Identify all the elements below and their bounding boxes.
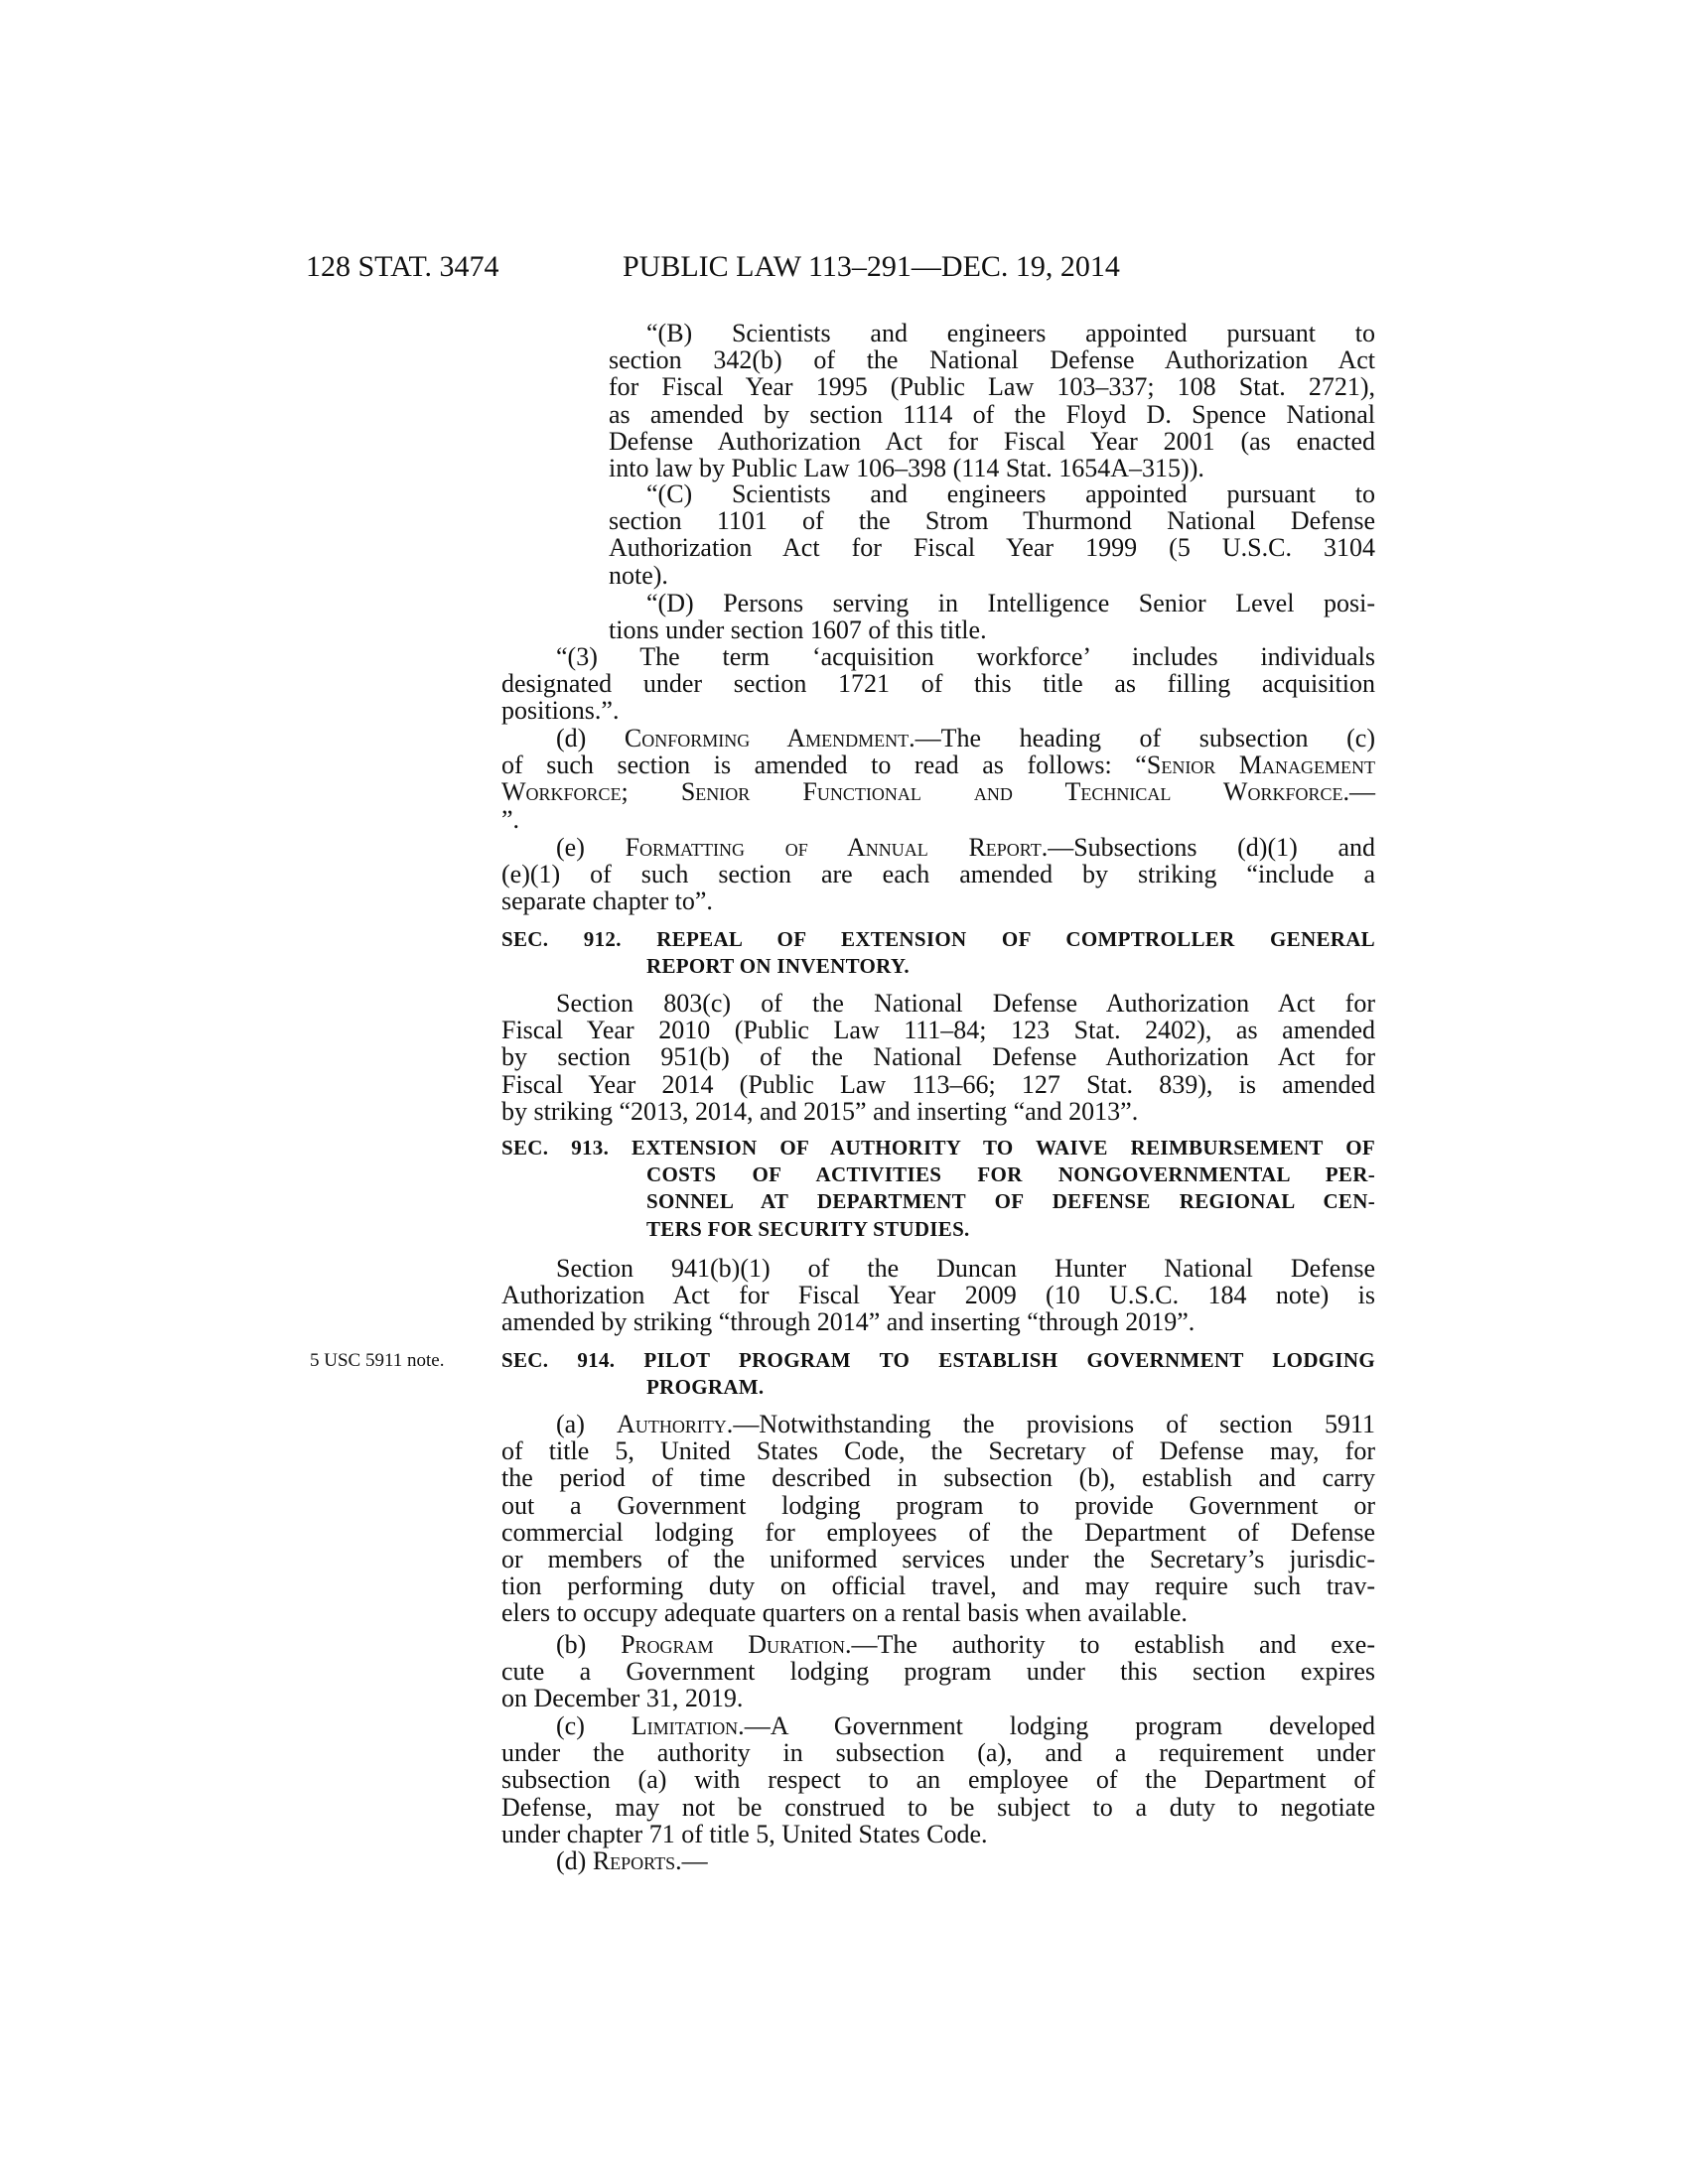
subsec-d: [501, 725, 1375, 833]
text-line: commercial lodging for employees of the Department of Defense: [501, 1517, 1375, 1547]
text-line: under chapter 71 of title 5, United States Code.: [501, 1819, 988, 1848]
text-line: by section 951(b) of the National Defense Authorization Act for: [501, 1042, 1375, 1072]
subsection-heading: Program Duration.: [621, 1630, 852, 1659]
text-line: note).: [609, 560, 668, 590]
text-line: or members of the uniformed services under the Secretary’s jurisdic-: [501, 1544, 1375, 1573]
text-line: designated under section 1721 of this title as filling acquisition: [501, 669, 1375, 699]
text-line: section 342(b) of the National Defense Authorization Act: [609, 345, 1375, 375]
text-line: Section 803(c) of the National Defense Authorization Act for: [556, 989, 1375, 1018]
text-line: for Fiscal Year 1995 (Public Law 103–337; 108 Stat. 2721),: [609, 372, 1375, 402]
para-d: [501, 590, 1375, 643]
text-line: [501, 1631, 1375, 1658]
section-heading-line: SEC. 912. REPEAL OF EXTENSION OF COMPTROLLER GENERAL: [501, 927, 1375, 951]
text-segment: —The authority to establish and exe-: [851, 1630, 1375, 1659]
subsec-e: [501, 834, 1375, 915]
text-line: cute a Government lodging program under this section expires: [501, 1657, 1375, 1687]
subsection-heading: Formatting of Annual Report.: [625, 833, 1049, 862]
section-heading-line: COSTS OF ACTIVITIES FOR NONGOVERNMENTAL PER-: [646, 1162, 1375, 1187]
text-line: “(C) Scientists and engineers appointed pursuant to: [646, 479, 1375, 508]
sec-914-d: [501, 1847, 1375, 1874]
text-line: on December 31, 2019.: [501, 1684, 744, 1713]
text-segment: —A Government lodging program developed: [744, 1711, 1375, 1740]
text-line: section 1101 of the Strom Thurmond National Defense: [609, 506, 1375, 536]
text-segment: (c): [556, 1711, 632, 1740]
text-line: Defense Authorization Act for Fiscal Year 2001 (as enacted: [609, 426, 1375, 456]
sec-914-c: [501, 1712, 1375, 1847]
text-line: [501, 751, 1375, 778]
text-line: under the authority in subsection (a), and a requirement under: [501, 1738, 1375, 1768]
sec-912-text: [501, 990, 1375, 1125]
text-line: tions under section 1607 of this title.: [609, 615, 987, 645]
subsection-heading: Authority.: [617, 1410, 734, 1438]
text-line: ”.: [501, 804, 520, 834]
sec-913-text: [501, 1255, 1375, 1336]
text-line: “(D) Persons serving in Intelligence Senior Level posi-: [646, 589, 1375, 617]
sec-914-b: [501, 1631, 1375, 1712]
text-segment: (a): [556, 1410, 618, 1438]
subsection-heading: Limitation.: [631, 1711, 745, 1740]
stat-page-number: 128 STAT. 3474: [306, 250, 499, 283]
section-heading-line: SEC. 913. EXTENSION OF AUTHORITY TO WAIVE REIMBURSEMENT OF: [501, 1136, 1375, 1160]
sec-914-a: [501, 1411, 1375, 1627]
text-line: Fiscal Year 2014 (Public Law 113–66; 127 Stat. 839), is amended: [501, 1069, 1375, 1099]
public-law-title: PUBLIC LAW 113–291—DEC. 19, 2014: [623, 250, 1120, 283]
text-line: Authorization Act for Fiscal Year 2009 (10 U.S.C. 184 note) is: [501, 1281, 1375, 1310]
sec-912-heading: [501, 926, 1375, 980]
section-heading-line: TERS FOR SECURITY STUDIES.: [646, 1216, 970, 1241]
text-line: amended by striking “through 2014” and inserting “through 2019”.: [501, 1307, 1196, 1337]
subsection-heading: Senior Management: [1146, 751, 1376, 780]
sec-914-heading: [501, 1347, 1375, 1401]
text-line: separate chapter to”.: [501, 887, 713, 916]
section-heading-line: SEC. 914. PILOT PROGRAM TO ESTABLISH GOVERNMENT LODGING: [501, 1348, 1375, 1372]
sec-913-heading: [501, 1135, 1375, 1243]
text-line: of title 5, United States Code, the Secretary of Defense may, for: [501, 1436, 1375, 1466]
section-heading-line: SONNEL AT DEPARTMENT OF DEFENSE REGIONAL CEN-: [646, 1189, 1375, 1214]
text-line: positions.”.: [501, 696, 620, 726]
section-heading-line: PROGRAM.: [646, 1375, 765, 1400]
text-line: subsection (a) with respect to an employee of the Department of: [501, 1765, 1375, 1795]
text-line: tion performing duty on official travel, and may require such trav-: [501, 1571, 1375, 1601]
text-line: [501, 725, 1375, 751]
text-line: [501, 778, 1375, 805]
text-line: into law by Public Law 106–398 (114 Stat. 1654A–315)).: [609, 453, 1204, 482]
text-line: out a Government lodging program to provide Government or: [501, 1490, 1375, 1520]
text-segment: (d): [556, 724, 625, 752]
text-segment: —The heading of subsection (c): [914, 724, 1375, 752]
text-line: Section 941(b)(1) of the Duncan Hunter National Defense: [556, 1254, 1375, 1283]
para-b: [501, 320, 1375, 481]
text-segment: of such section is amended to read as follows: “: [501, 751, 1147, 780]
para-c: [501, 480, 1375, 589]
text-line: Authorization Act for Fiscal Year 1999 (5 U.S.C. 3104: [609, 533, 1375, 563]
subsection-heading: Workforce; Senior Functional and Technical Workforce.—: [501, 777, 1375, 807]
text-line: [501, 1411, 1375, 1437]
text-line: [501, 1847, 1375, 1874]
text-segment: —Notwithstanding the provisions of section 5911: [733, 1410, 1375, 1438]
text-line: Defense, may not be construed to be subject to a duty to negotiate: [501, 1792, 1375, 1822]
text-line: [501, 834, 1375, 861]
text-segment: —Subsections (d)(1) and: [1048, 833, 1376, 862]
text-segment: (d): [556, 1846, 593, 1875]
text-line: the period of time described in subsection (b), establish and carry: [501, 1463, 1375, 1493]
para-3: [501, 643, 1375, 725]
text-line: “(3) The term ‘acquisition workforce’ includes individuals: [556, 642, 1375, 671]
text-segment: (b): [556, 1630, 622, 1659]
text-line: (e)(1) of such section are each amended by striking “include a: [501, 860, 1375, 889]
text-line: [501, 1712, 1375, 1739]
text-line: elers to occupy adequate quarters on a rental basis when available.: [501, 1598, 1188, 1628]
text-line: Fiscal Year 2010 (Public Law 111–84; 123 Stat. 2402), as amended: [501, 1016, 1375, 1045]
subsection-heading: Conforming Amendment.: [624, 724, 915, 752]
text-line: “(B) Scientists and engineers appointed pursuant to: [646, 319, 1375, 347]
subsection-heading: Reports.—: [592, 1846, 708, 1875]
text-line: by striking “2013, 2014, and 2015” and inserting “and 2013”.: [501, 1096, 1139, 1126]
text-segment: (e): [556, 833, 626, 862]
text-line: as amended by section 1114 of the Floyd D. Spence National: [609, 399, 1375, 429]
section-heading-line: REPORT ON INVENTORY.: [646, 954, 910, 979]
margin-note: 5 USC 5911 note.: [310, 1350, 445, 1371]
